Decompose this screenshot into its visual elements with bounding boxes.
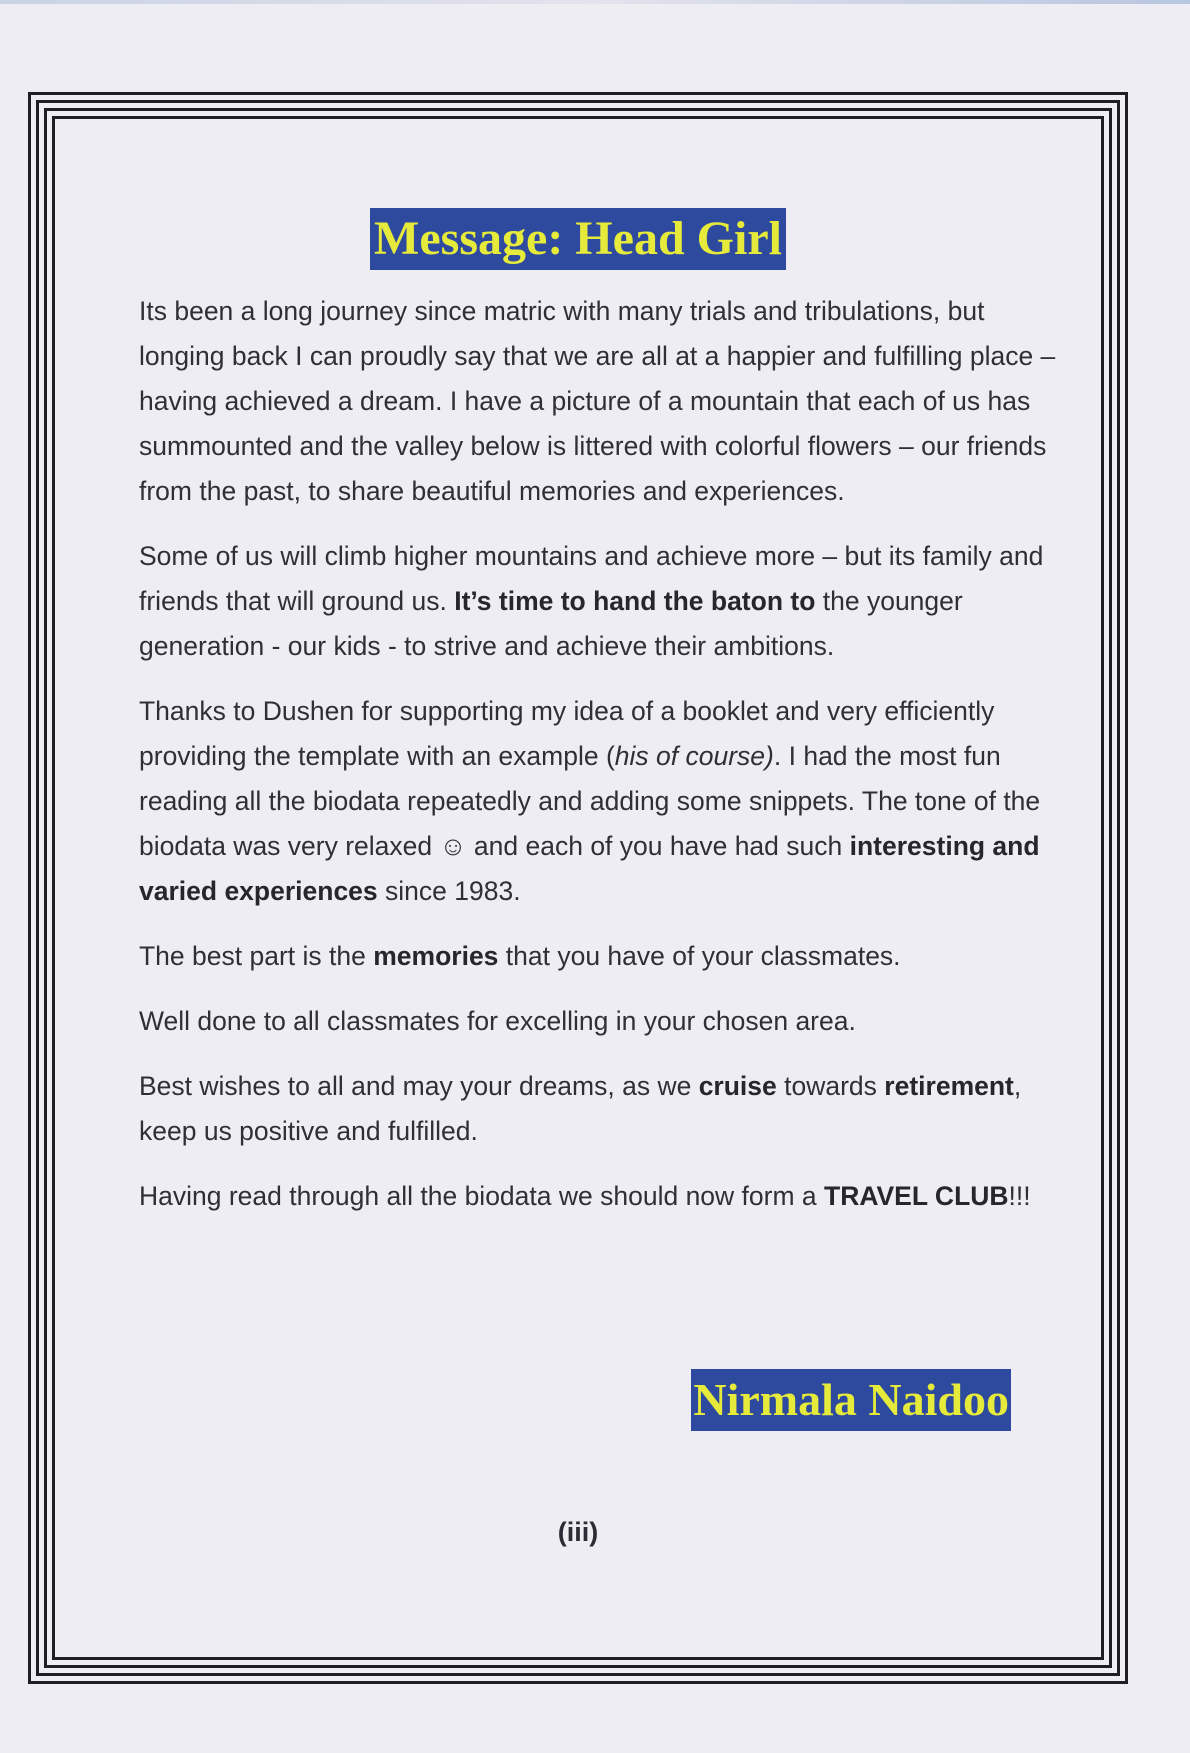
page-border-2 [36, 100, 1120, 1676]
page-heading: Message: Head Girl [370, 208, 786, 270]
bold-text: memories [373, 941, 499, 971]
message-paragraph [139, 289, 1059, 514]
page-edge [0, 0, 1190, 4]
paragraph-text: Having read through all the biodata we should now form a [139, 1181, 825, 1211]
paragraph-text: The best part is the [139, 941, 374, 971]
paragraph-text: Well done to all classmates for excelling in your chosen area. [139, 1006, 856, 1036]
message-paragraph [139, 534, 1059, 669]
page-border-3 [44, 108, 1112, 1668]
italic-text: his of course) [614, 741, 774, 771]
heading-wrapper [55, 208, 1101, 270]
bold-text: retirement [884, 1071, 1014, 1101]
page-border-outer [28, 92, 1128, 1684]
paragraph-text: Some of us will climb higher mountains and achieve more – but its family and friends that will ground us. [139, 541, 1044, 616]
page-number: (iii) [557, 1517, 599, 1547]
paragraph-text: the younger generation - our kids - to strive and achieve their ambitions. [139, 586, 963, 661]
bold-text: cruise [698, 1071, 777, 1101]
page-border-inner [52, 116, 1104, 1660]
paragraph-text: Thanks to Dushen for supporting my idea of a booklet and very efficiently providing the template with an example ( [139, 696, 995, 771]
paragraph-text: . I had the most fun reading all the biodata repeatedly and adding some snippets. The tone of the biodata was very relaxed ☺ and each of you have had such [139, 741, 1041, 861]
paragraph-text: Best wishes to all and may your dreams, as we [139, 1071, 699, 1101]
bold-text: It’s time to hand the baton to [454, 586, 816, 616]
paragraph-text: Its been a long journey since matric with many trials and tribulations, but longing back I can proudly say that we are all at a happier and fulfilling place – having achieved a dream. I have a picture of a mountain that each of us has summounted and the valley below is littered with colorful flowers – our friends from the past, to share beautiful memories and experiences. [139, 296, 1056, 506]
paragraph-text: towards [776, 1071, 885, 1101]
message-paragraph [139, 689, 1059, 914]
message-paragraph [139, 999, 1059, 1044]
message-paragraph [139, 934, 1059, 979]
signature-wrapper [691, 1369, 1011, 1431]
bold-text: interesting and varied experiences [139, 831, 1040, 906]
paragraph-text: since 1983. [377, 876, 521, 906]
paragraph-text: , keep us positive and fulfilled. [139, 1071, 1022, 1146]
message-paragraph [139, 1174, 1059, 1219]
paragraph-text: !!! [1008, 1181, 1031, 1211]
bold-text: TRAVEL CLUB [824, 1181, 1009, 1211]
message-body [139, 289, 1059, 1239]
signature: Nirmala Naidoo [691, 1369, 1011, 1431]
message-paragraph [139, 1064, 1059, 1154]
paragraph-text: that you have of your classmates. [498, 941, 901, 971]
